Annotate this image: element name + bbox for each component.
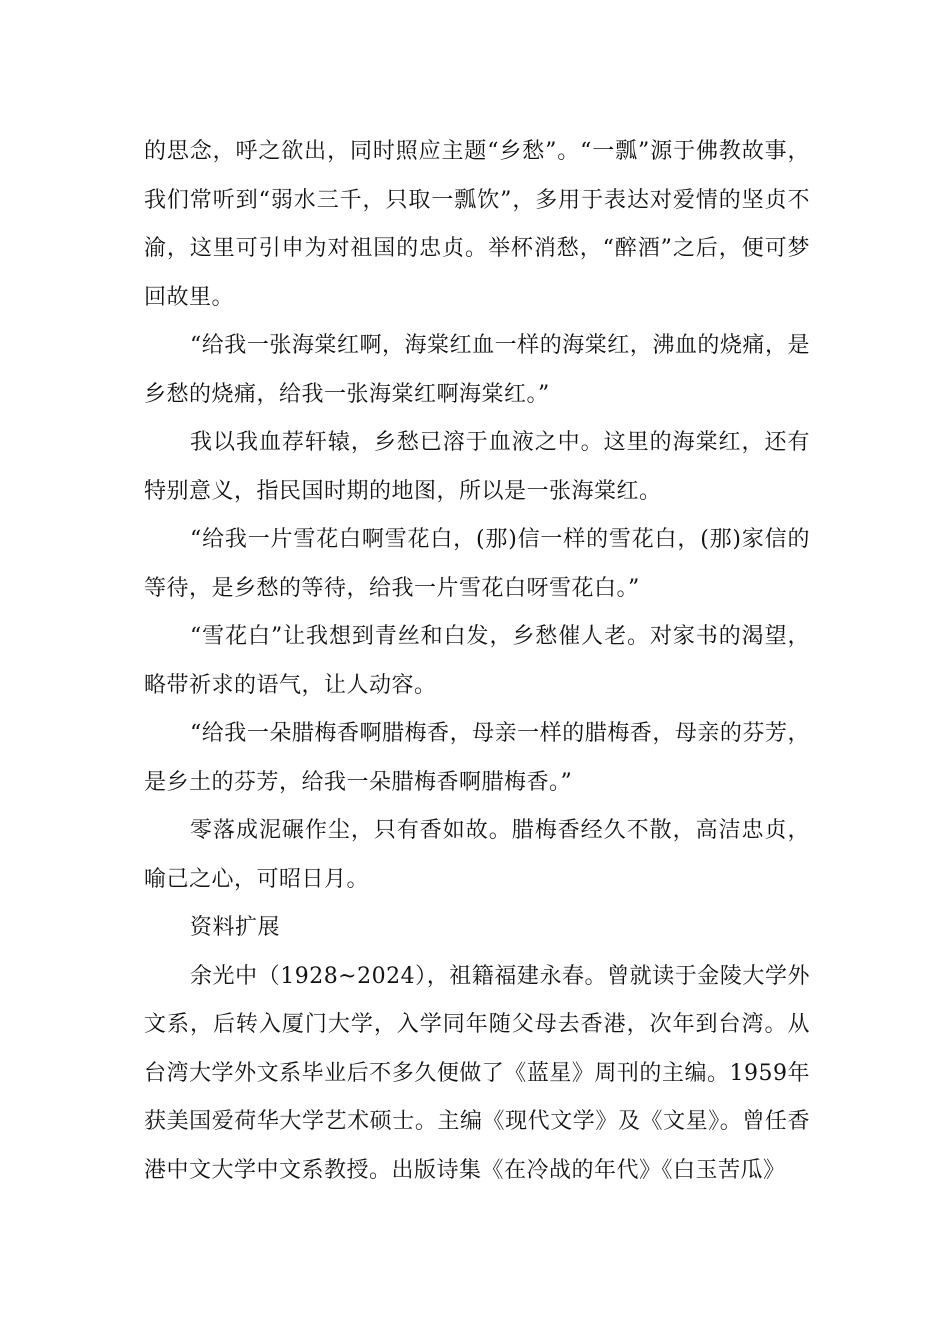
paragraph-quote-haitanghong: “给我一张海棠红啊，海棠红血一样的海棠红，沸血的烧痛，是乡愁的烧痛，给我一张海棠红啊海棠红。” <box>144 333 810 407</box>
paragraph-quote-xuehuabai: “给我一片雪花白啊雪花白，(那)信一样的雪花白，(那)家信的等待，是乡愁的等待，给我一片雪花白呀雪花白。” <box>144 527 810 601</box>
paragraph-xiangchou-intro: 的思念，呼之欲出，同时照应主题“乡愁”。“一瓢”源于佛教故事，我们常听到“弱水三千，只取一瓢饮”，多用于表达对爱情的坚贞不渝，这里可引申为对祖国的忠贞。举杯消愁，“醉酒”之后，便可梦回故里。 <box>144 139 810 310</box>
section-heading-ziliao: 资料扩展 <box>190 915 281 940</box>
paragraph-lameixiang-analysis: 零落成泥碾作尘，只有香如故。腊梅香经久不散，高洁忠贞，喻己之心，可昭日月。 <box>144 818 810 892</box>
paragraph-quote-lameixiang: “给我一朵腊梅香啊腊梅香，母亲一样的腊梅香，母亲的芬芳，是乡土的芬芳，给我一朵腊梅香啊腊梅香。” <box>144 721 810 795</box>
paragraph-author-bio: 余光中（1928~2024），祖籍福建永春。曾就读于金陵大学外文系，后转入厦门大学，入学同年随父母去香港，次年到台湾。从台湾大学外文系毕业后不多久便做了《蓝星》周刊的主编。1959年获美国爱荷华大学艺术硕士。主编《现代文学》及《文星》。曾任香港中文大学中文系教授。出版诗集《在冷战的年代》《白玉苦瓜》 <box>144 963 810 1183</box>
document-body <box>144 128 810 1195</box>
paragraph-haitanghong-analysis: 我以我血荐轩辕，乡愁已溶于血液之中。这里的海棠红，还有特别意义，指民国时期的地图，所以是一张海棠红。 <box>144 430 810 504</box>
paragraph-xuehuabai-analysis: “雪花白”让我想到青丝和白发，乡愁催人老。对家书的渴望，略带祈求的语气，让人动容。 <box>144 624 810 698</box>
